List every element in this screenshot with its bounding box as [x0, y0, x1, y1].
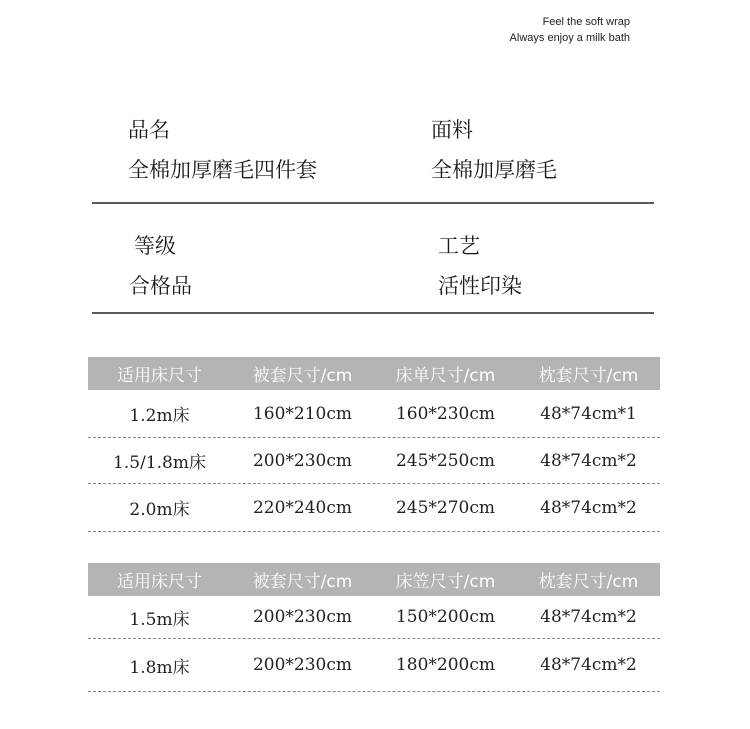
craft-value: 活性印染 — [438, 274, 522, 298]
product-name-field — [128, 110, 317, 190]
cell-sheet-size: 245*250cm — [395, 450, 496, 471]
craft-label: 工艺 — [438, 234, 480, 258]
cell-bed-size: 1.5m床 — [129, 609, 190, 630]
table-header — [88, 357, 660, 390]
divider-rule — [92, 312, 654, 314]
info-block-2 — [92, 226, 654, 326]
header-bed-size: 适用床尺寸 — [117, 366, 202, 386]
header-pillowcase-size: 枕套尺寸/cm — [538, 366, 639, 386]
cell-sheet-size: 160*230cm — [395, 403, 496, 424]
fabric-label: 面料 — [431, 118, 473, 142]
cell-pillowcase-size: 48*74cm*2 — [540, 607, 637, 627]
table-row — [88, 596, 660, 639]
cell-duvet-size: 220*240cm — [252, 497, 353, 518]
cell-bed-size: 1.2m床 — [129, 406, 190, 426]
product-name-label: 品名 — [128, 118, 170, 142]
header-sheet-size: 床单尺寸/cm — [395, 366, 496, 386]
grade-value: 合格品 — [129, 274, 192, 298]
cell-pillowcase-size: 48*74cm*1 — [540, 403, 637, 424]
cell-pillowcase-size: 48*74cm*2 — [540, 450, 637, 471]
header-pillowcase-size: 枕套尺寸/cm — [538, 572, 639, 592]
cell-sheet-size: 245*270cm — [395, 497, 496, 518]
table-row — [88, 438, 660, 484]
size-table-2 — [88, 563, 660, 692]
table-header — [88, 563, 660, 596]
grade-field — [129, 226, 192, 306]
table-row — [88, 484, 660, 532]
fabric-value: 全棉加厚磨毛 — [431, 158, 557, 182]
grade-label: 等级 — [134, 234, 176, 258]
tagline — [510, 14, 630, 46]
cell-pillowcase-size: 48*74cm*2 — [540, 655, 637, 675]
cell-duvet-size: 160*210cm — [252, 403, 353, 424]
fabric-field — [431, 110, 557, 190]
cell-bed-size: 1.5/1.8m床 — [113, 453, 206, 473]
header-fitted-sheet-size: 床笠尺寸/cm — [395, 572, 496, 592]
cell-duvet-size: 200*230cm — [252, 655, 353, 675]
cell-bed-size: 2.0m床 — [129, 500, 190, 520]
tagline-line-2: Always enjoy a milk bath — [509, 32, 630, 44]
header-duvet-size: 被套尺寸/cm — [252, 366, 353, 386]
cell-fitted-sheet-size: 150*200cm — [395, 607, 496, 627]
table-row — [88, 639, 660, 692]
craft-field — [438, 226, 522, 306]
cell-fitted-sheet-size: 180*200cm — [395, 655, 496, 675]
product-name-value: 全棉加厚磨毛四件套 — [128, 158, 317, 182]
table-row — [88, 390, 660, 438]
info-block-1 — [92, 110, 654, 210]
size-table-1 — [88, 357, 660, 532]
header-duvet-size: 被套尺寸/cm — [252, 572, 353, 592]
tagline-line-1: Feel the soft wrap — [542, 16, 630, 28]
cell-bed-size: 1.8m床 — [129, 657, 190, 678]
header-bed-size: 适用床尺寸 — [117, 572, 202, 592]
divider-rule — [92, 202, 654, 204]
cell-duvet-size: 200*230cm — [252, 607, 353, 627]
cell-pillowcase-size: 48*74cm*2 — [540, 497, 637, 518]
cell-duvet-size: 200*230cm — [252, 450, 353, 471]
